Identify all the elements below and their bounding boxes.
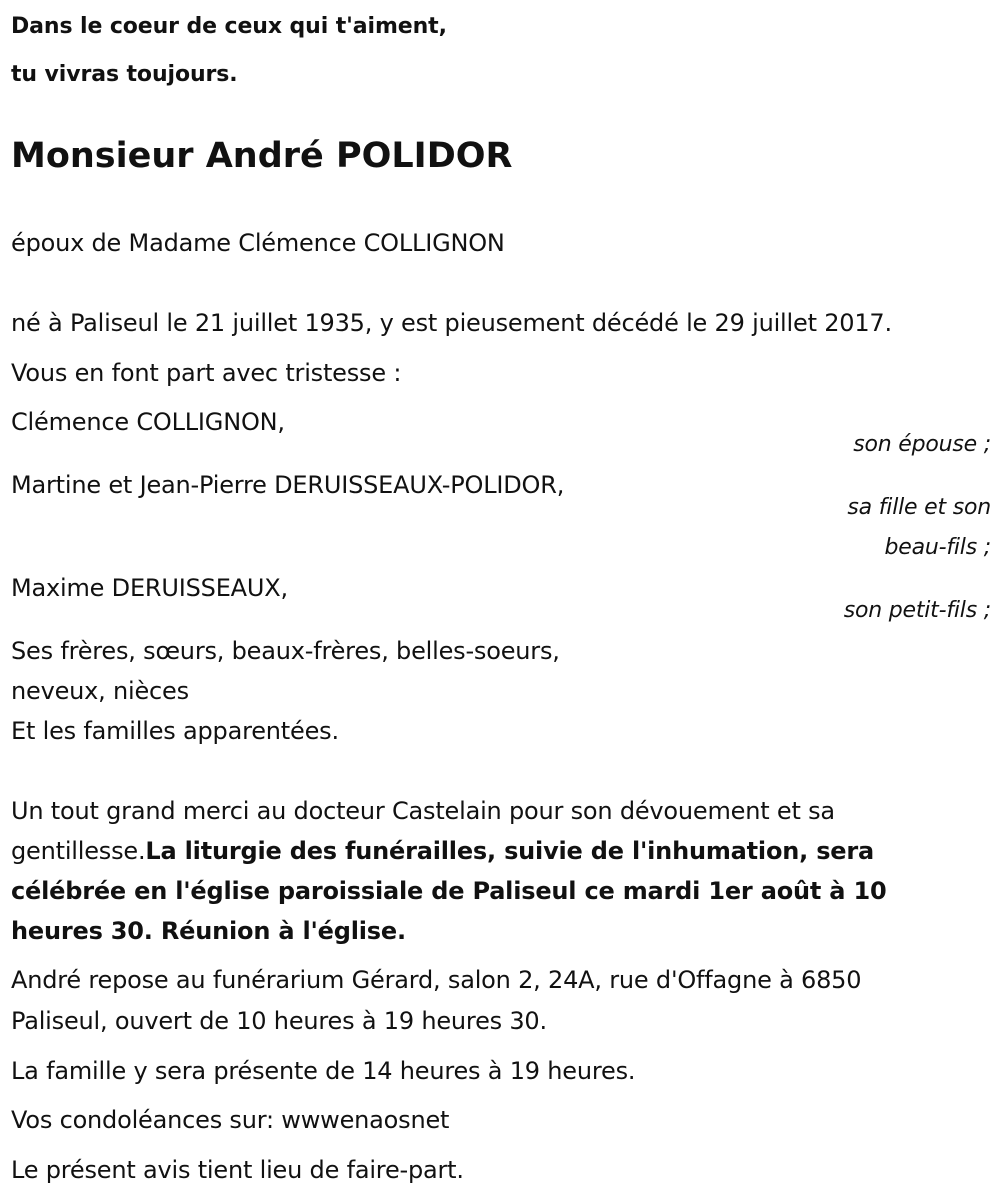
thanks-line-2 [11, 836, 874, 866]
epigraph-line-2: tu vivras toujours. [11, 62, 238, 87]
mourner-relation-line-1: sa fille et son [847, 495, 991, 520]
funeral-liturgy-text: La liturgie des funérailles, suivie de l'inhumation, sera [145, 837, 874, 865]
birth-death-line: né à Paliseul le 21 juillet 1935, y est pieusement décédé le 29 juillet 2017. [11, 309, 892, 337]
mourner-name: Maxime DERUISSEAUX, [11, 574, 288, 602]
deceased-name: Monsieur André POLIDOR [11, 136, 513, 176]
spouse-line: époux de Madame Clémence COLLIGNON [11, 229, 505, 257]
thanks-line-1: Un tout grand merci au docteur Castelain pour son dévouement et sa [11, 797, 835, 825]
funeral-home-line-2: Paliseul, ouvert de 10 heures à 19 heures 30. [11, 1007, 547, 1035]
announcement-intro: Vous en font part avec tristesse : [11, 359, 402, 387]
mourner-relation: son épouse ; [853, 432, 991, 457]
family-presence-line: La famille y sera présente de 14 heures à 19 heures. [11, 1057, 636, 1085]
mourner-relation: son petit-fils ; [843, 598, 991, 623]
family-line: Et les familles apparentées. [11, 717, 339, 745]
funeral-liturgy-line-2: célébrée en l'église paroissiale de Paliseul ce mardi 1er août à 10 [11, 877, 887, 905]
condolences-line: Vos condoléances sur: wwwenaosnet [11, 1106, 450, 1134]
funeral-liturgy-line-3: heures 30. Réunion à l'église. [11, 917, 406, 945]
family-line: neveux, nièces [11, 677, 189, 705]
epigraph-line-1: Dans le coeur de ceux qui t'aiment, [11, 14, 447, 39]
mourner-relation-line-2: beau-fils ; [884, 535, 991, 560]
thanks-text: gentillesse. [11, 837, 146, 865]
mourner-name: Clémence COLLIGNON, [11, 408, 285, 436]
family-line: Ses frères, sœurs, beaux-frères, belles-soeurs, [11, 637, 560, 665]
notice-line: Le présent avis tient lieu de faire-part. [11, 1156, 464, 1184]
mourner-name: Martine et Jean-Pierre DERUISSEAUX-POLIDOR, [11, 471, 565, 499]
funeral-home-line-1: André repose au funérarium Gérard, salon 2, 24A, rue d'Offagne à 6850 [11, 966, 862, 994]
